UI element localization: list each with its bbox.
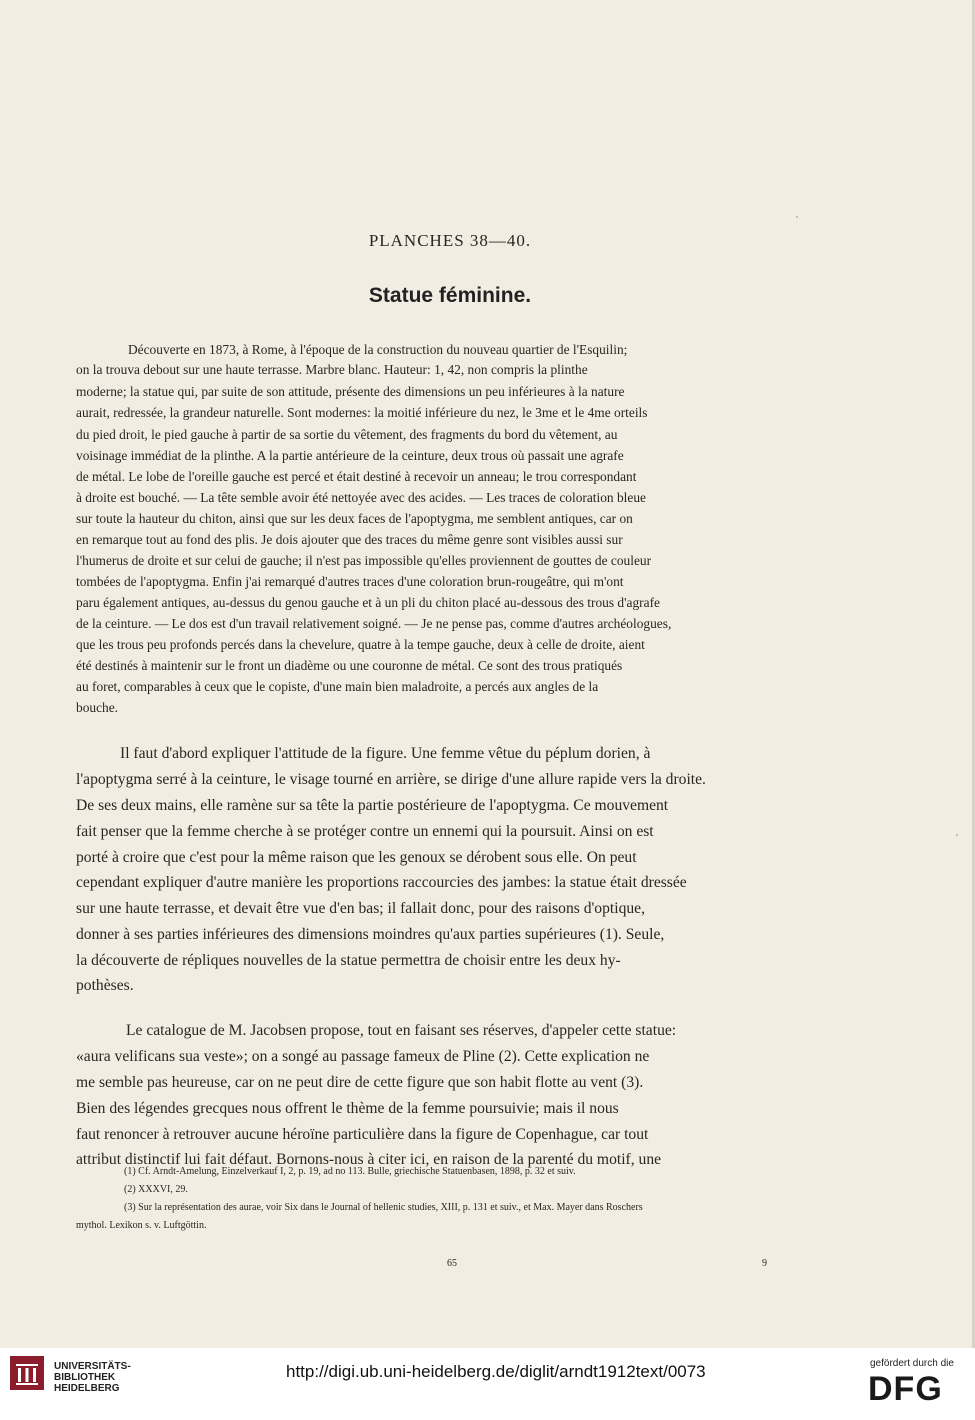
text-line: De ses deux mains, elle ramène sur sa tête la partie postérieure de l'apoptygma. Ce mouvement [76, 797, 669, 814]
text-line: de la ceinture. — Le dos est d'un travail relativement soigné. — Je ne pense pas, comme d'autres archéologues, [76, 616, 672, 631]
text-line: à droite est bouché. — La tête semble avoir été nettoyée avec des acides. — Les traces de coloration bleue [76, 490, 646, 505]
text-line: Bien des légendes grecques nous offrent le thème de la femme poursuivie; mais il nous [76, 1100, 619, 1117]
page-number-left: 65 [447, 1258, 457, 1269]
text-line: aurait, redressée, la grandeur naturelle. Sont modernes: la moitié inférieure du nez, le 3me et le 4me orteils [76, 405, 648, 420]
text-line: me semble pas heureuse, car on ne peut dire de cette figure que son habit flotte au vent (3). [76, 1074, 644, 1091]
scan-speck [956, 834, 958, 836]
institution-line: UNIVERSITÄTS- [54, 1361, 131, 1372]
text-line: au foret, comparables à ceux que le copiste, d'une main bien maladroite, a percés aux angles de la [76, 679, 599, 694]
viewer-footer [0, 1348, 975, 1420]
text-line: de métal. Le lobe de l'oreille gauche est percé et était destiné à recevoir un anneau; le trou correspondant [76, 469, 637, 484]
text-line: que les trous peu profonds percés dans la chevelure, quatre à la tempe gauche, deux à celle de droite, aient [76, 637, 645, 652]
page-number-right: 9 [762, 1258, 767, 1269]
text-line: bouche. [76, 700, 119, 715]
text-line: sur toute la hauteur du chiton, ainsi que sur les deux faces de l'apoptygma, me semblent antiques, car on [76, 511, 633, 526]
text-line: cependant expliquer d'autre manière les proportions raccourcies des jambes: la statue était dressée [76, 874, 687, 891]
text-line: «aura velificans sua veste»; on a songé au passage fameux de Pline (2). Cette explication ne [76, 1048, 650, 1065]
text-line: la découverte de répliques nouvelles de la statue permettra de choisir entre les deux hy- [76, 952, 621, 969]
text-line: l'apoptygma serré à la ceinture, le visage tourné en arrière, se dirige d'une allure rapide vers la droite. [76, 771, 706, 788]
text-line: attribut distinctif lui fait défaut. Bornons-nous à citer ici, en raison de la parenté du motif, une [76, 1151, 662, 1168]
text-line: en remarque tout au fond des plis. Je dois ajouter que des traces du même genre sont visibles aussi sur [76, 532, 623, 547]
institution-line: HEIDELBERG [54, 1383, 120, 1394]
plates-heading: PLANCHES 38—40. [368, 231, 532, 250]
university-logo-icon [10, 1356, 44, 1390]
text-line: paru également antiques, au-dessus du genou gauche et à un pli du chiton placé au-dessous des trous d'agrafe [76, 595, 660, 610]
text-line: voisinage immédiat de la plinthe. A la partie antérieure de la ceinture, deux trous où passait une agrafe [76, 448, 624, 463]
text-line: pothèses. [76, 977, 134, 994]
text-line: fait penser que la femme cherche à se protéger contre un ennemi qui la poursuit. Ainsi on est [76, 823, 654, 840]
document-url-link[interactable]: http://digi.ub.uni-heidelberg.de/diglit/arndt1912text/0073 [286, 1362, 706, 1381]
page-title: Statue féminine. [368, 284, 532, 307]
funded-by-label: gefördert durch die [870, 1358, 954, 1369]
text-line: faut renoncer à retrouver aucune héroïne particulière dans la figure de Copenhague, car tout [76, 1126, 649, 1143]
footnote: (3) Sur la représentation des aurae, voir Six dans le Journal of hellenic studies, XIII, p. 131 et suiv., et Max. Mayer dans Roschers [124, 1202, 643, 1213]
text-line: Découverte en 1873, à Rome, à l'époque de la construction du nouveau quartier de l'Esquilin; [128, 342, 628, 357]
text-line: l'humerus de droite et sur celui de gauche; il n'est pas impossible qu'elles proviennent de gouttes de couleur [76, 553, 652, 568]
text-line: du pied droit, le pied gauche à partir de sa sortie du vêtement, des fragments du bord du vêtement, au [76, 427, 618, 442]
text-line: porté à croire que c'est pour la même raison que les genoux se dérobent sous elle. On peut [76, 849, 637, 866]
text-line: Il faut d'abord expliquer l'attitude de la figure. Une femme vêtue du péplum dorien, à [120, 745, 651, 762]
footnote: mythol. Lexikon s. v. Luftgöttin. [76, 1220, 207, 1231]
footnote: (2) XXXVI, 29. [124, 1184, 188, 1195]
footnote: (1) Cf. Arndt-Amelung, Einzelverkauf I, 2, p. 19, ad no 113. Bulle, griechische Statuenbasen, 1898, p. 32 et suiv. [124, 1166, 576, 1177]
text-line: été destinés à maintenir sur le front un diadème ou une couronne de métal. Ce sont des trous pratiqués [76, 658, 623, 673]
scan-speck [796, 216, 798, 218]
text-line: moderne; la statue qui, par suite de son attitude, présente des dimensions un peu inférieures à la nature [76, 384, 625, 399]
text-line: Le catalogue de M. Jacobsen propose, tout en faisant ses réserves, d'appeler cette statue: [126, 1022, 677, 1039]
dfg-logo: DFG [868, 1370, 943, 1408]
text-line: donner à ses parties inférieures des dimensions moindres qu'aux parties supérieures (1). Seule, [76, 926, 665, 943]
institution-name [54, 1361, 131, 1394]
institution-line: BIBLIOTHEK [54, 1372, 116, 1383]
text-line: tombées de l'apoptygma. Enfin j'ai remarqué d'autres traces d'une coloration brun-rougeâtre, qui m'ont [76, 574, 624, 589]
text-line: sur une haute terrasse, et devait être vue d'en bas; il fallait donc, pour des raisons d'optique, [76, 900, 645, 917]
text-line: on la trouva debout sur une haute terrasse. Marbre blanc. Hauteur: 1, 42, non compris la plinthe [76, 362, 588, 377]
